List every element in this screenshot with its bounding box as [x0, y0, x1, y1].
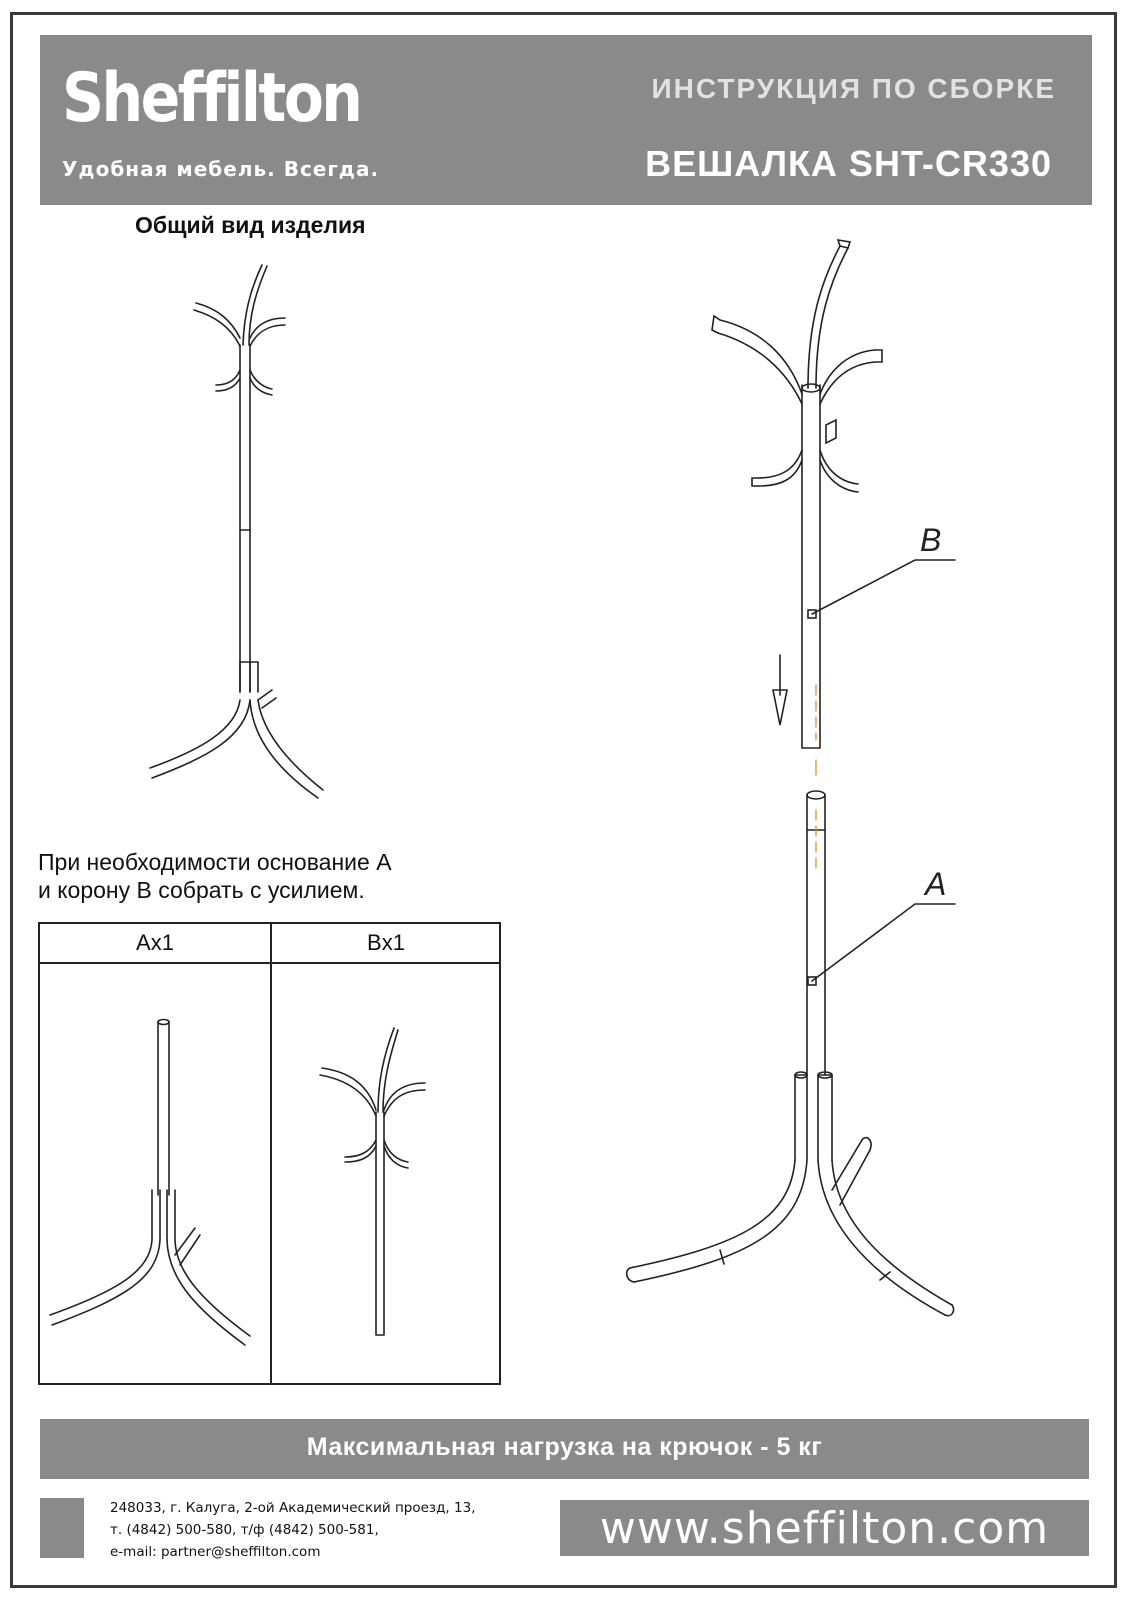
label-a: A [925, 866, 947, 902]
parts-col-a-label: Ax1 [136, 930, 174, 955]
footer-block [40, 1498, 84, 1558]
website-link[interactable]: www.sheffilton.com [599, 1503, 1050, 1554]
overview-drawing [150, 265, 323, 798]
company-address [110, 1497, 475, 1563]
parts-col-b-label: Bx1 [367, 930, 405, 955]
crown-b-drawing [712, 240, 955, 748]
document-type: ИНСТРУКЦИЯ ПО СБОРКЕ [651, 73, 1056, 104]
address-line-1: 248033, г. Калуга, 2-ой Академический проезд, 13, [110, 1500, 476, 1516]
overview-title: Общий вид изделия [135, 212, 366, 238]
max-load-text: Максимальная нагрузка на крючок - 5 кг [306, 1433, 823, 1461]
part-a-thumbnail [50, 1020, 250, 1346]
label-b: B [920, 522, 942, 558]
base-a-drawing [627, 791, 955, 1316]
address-line-3[interactable]: e-mail: partner@sheffilton.com [110, 1544, 321, 1560]
brand-tagline: Удобная мебель. Всегда. [62, 157, 380, 181]
address-line-2: т. (4842) 500-580, т/ф (4842) 500-581, [110, 1522, 379, 1538]
product-title: ВЕШАЛКА SHT-CR330 [645, 143, 1052, 184]
brand-logo: Sheffilton [62, 59, 361, 138]
assembly-note-line2: и корону В собрать с усилием. [38, 877, 365, 903]
assembly-note-line1: При необходимости основание А [38, 849, 392, 875]
max-load-bar [40, 1419, 1089, 1479]
part-b-thumbnail [320, 1028, 425, 1335]
website-bar [560, 1500, 1089, 1556]
